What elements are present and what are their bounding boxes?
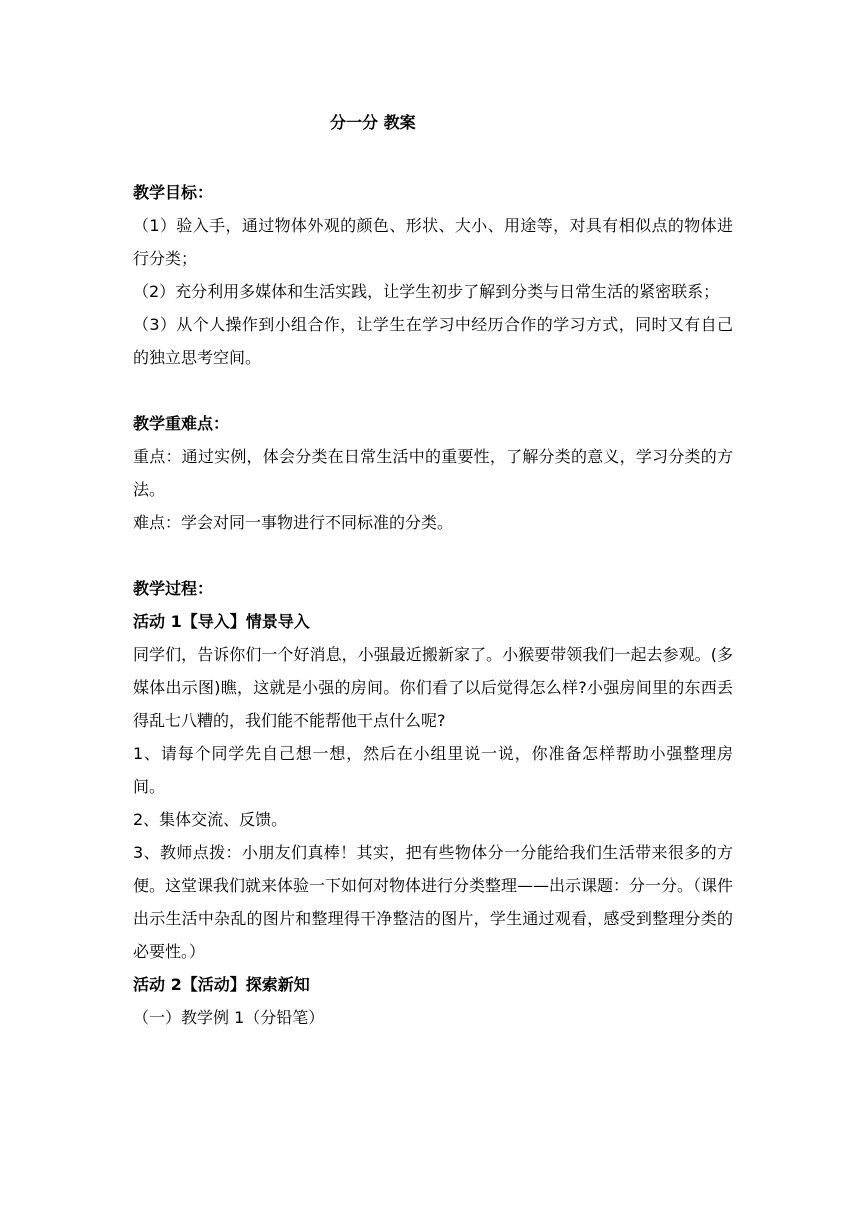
process-step-2: 2、集体交流、反馈。	[133, 810, 288, 829]
key-points-heading: 教学重难点：	[133, 414, 230, 433]
example1-heading: （一）教学例 1（分铅笔）	[133, 1008, 325, 1027]
objectives-heading: 教学目标：	[133, 183, 214, 202]
document-body	[133, 176, 733, 1034]
objective-item-1: （1）验入手，通过物体外观的颜色、形状、大小、用途等，对具有相似点的物体进行分类；	[133, 216, 733, 268]
process-heading: 教学过程：	[133, 579, 214, 598]
document-title: 分一分 教案	[330, 113, 416, 132]
activity1-title: 活动 1【导入】情景导入	[133, 612, 310, 631]
process-step-3: 3、教师点拨：小朋友们真棒！其实，把有些物体分一分能给我们生活带来很多的方便。这堂课我们就来体验一下如何对物体进行分类整理——出示课题：分一分。（课件出示生活中杂乱的图片和整理得干净整洁的图片，学生通过观看，感受到整理分类的必要性。）	[133, 843, 734, 961]
activity1-intro: 同学们，告诉你们一个好消息，小强最近搬新家了。小猴要带领我们一起去参观。(多媒体出示图)瞧，这就是小强的房间。你们看了以后觉得怎么样?小强房间里的东西丢得乱七八糟的，我们能不能帮他干点什么呢?	[133, 645, 733, 730]
spacer	[133, 539, 733, 572]
key-point-important: 重点：通过实例，体会分类在日常生活中的重要性，了解分类的意义，学习分类的方法。	[133, 447, 733, 499]
key-point-difficult: 难点：学会对同一事物进行不同标准的分类。	[133, 513, 454, 532]
objective-item-2: （2）充分利用多媒体和生活实践，让学生初步了解到分类与日常生活的紧密联系；	[133, 282, 720, 301]
process-step-1: 1、请每个同学先自己想一想，然后在小组里说一说，你准备怎样帮助小强整理房间。	[133, 744, 733, 796]
spacer	[133, 374, 733, 407]
objective-item-3: （3）从个人操作到小组合作，让学生在学习中经历合作的学习方式，同时又有自己的独立思考空间。	[133, 315, 733, 367]
activity2-title: 活动 2【活动】探索新知	[133, 975, 310, 994]
